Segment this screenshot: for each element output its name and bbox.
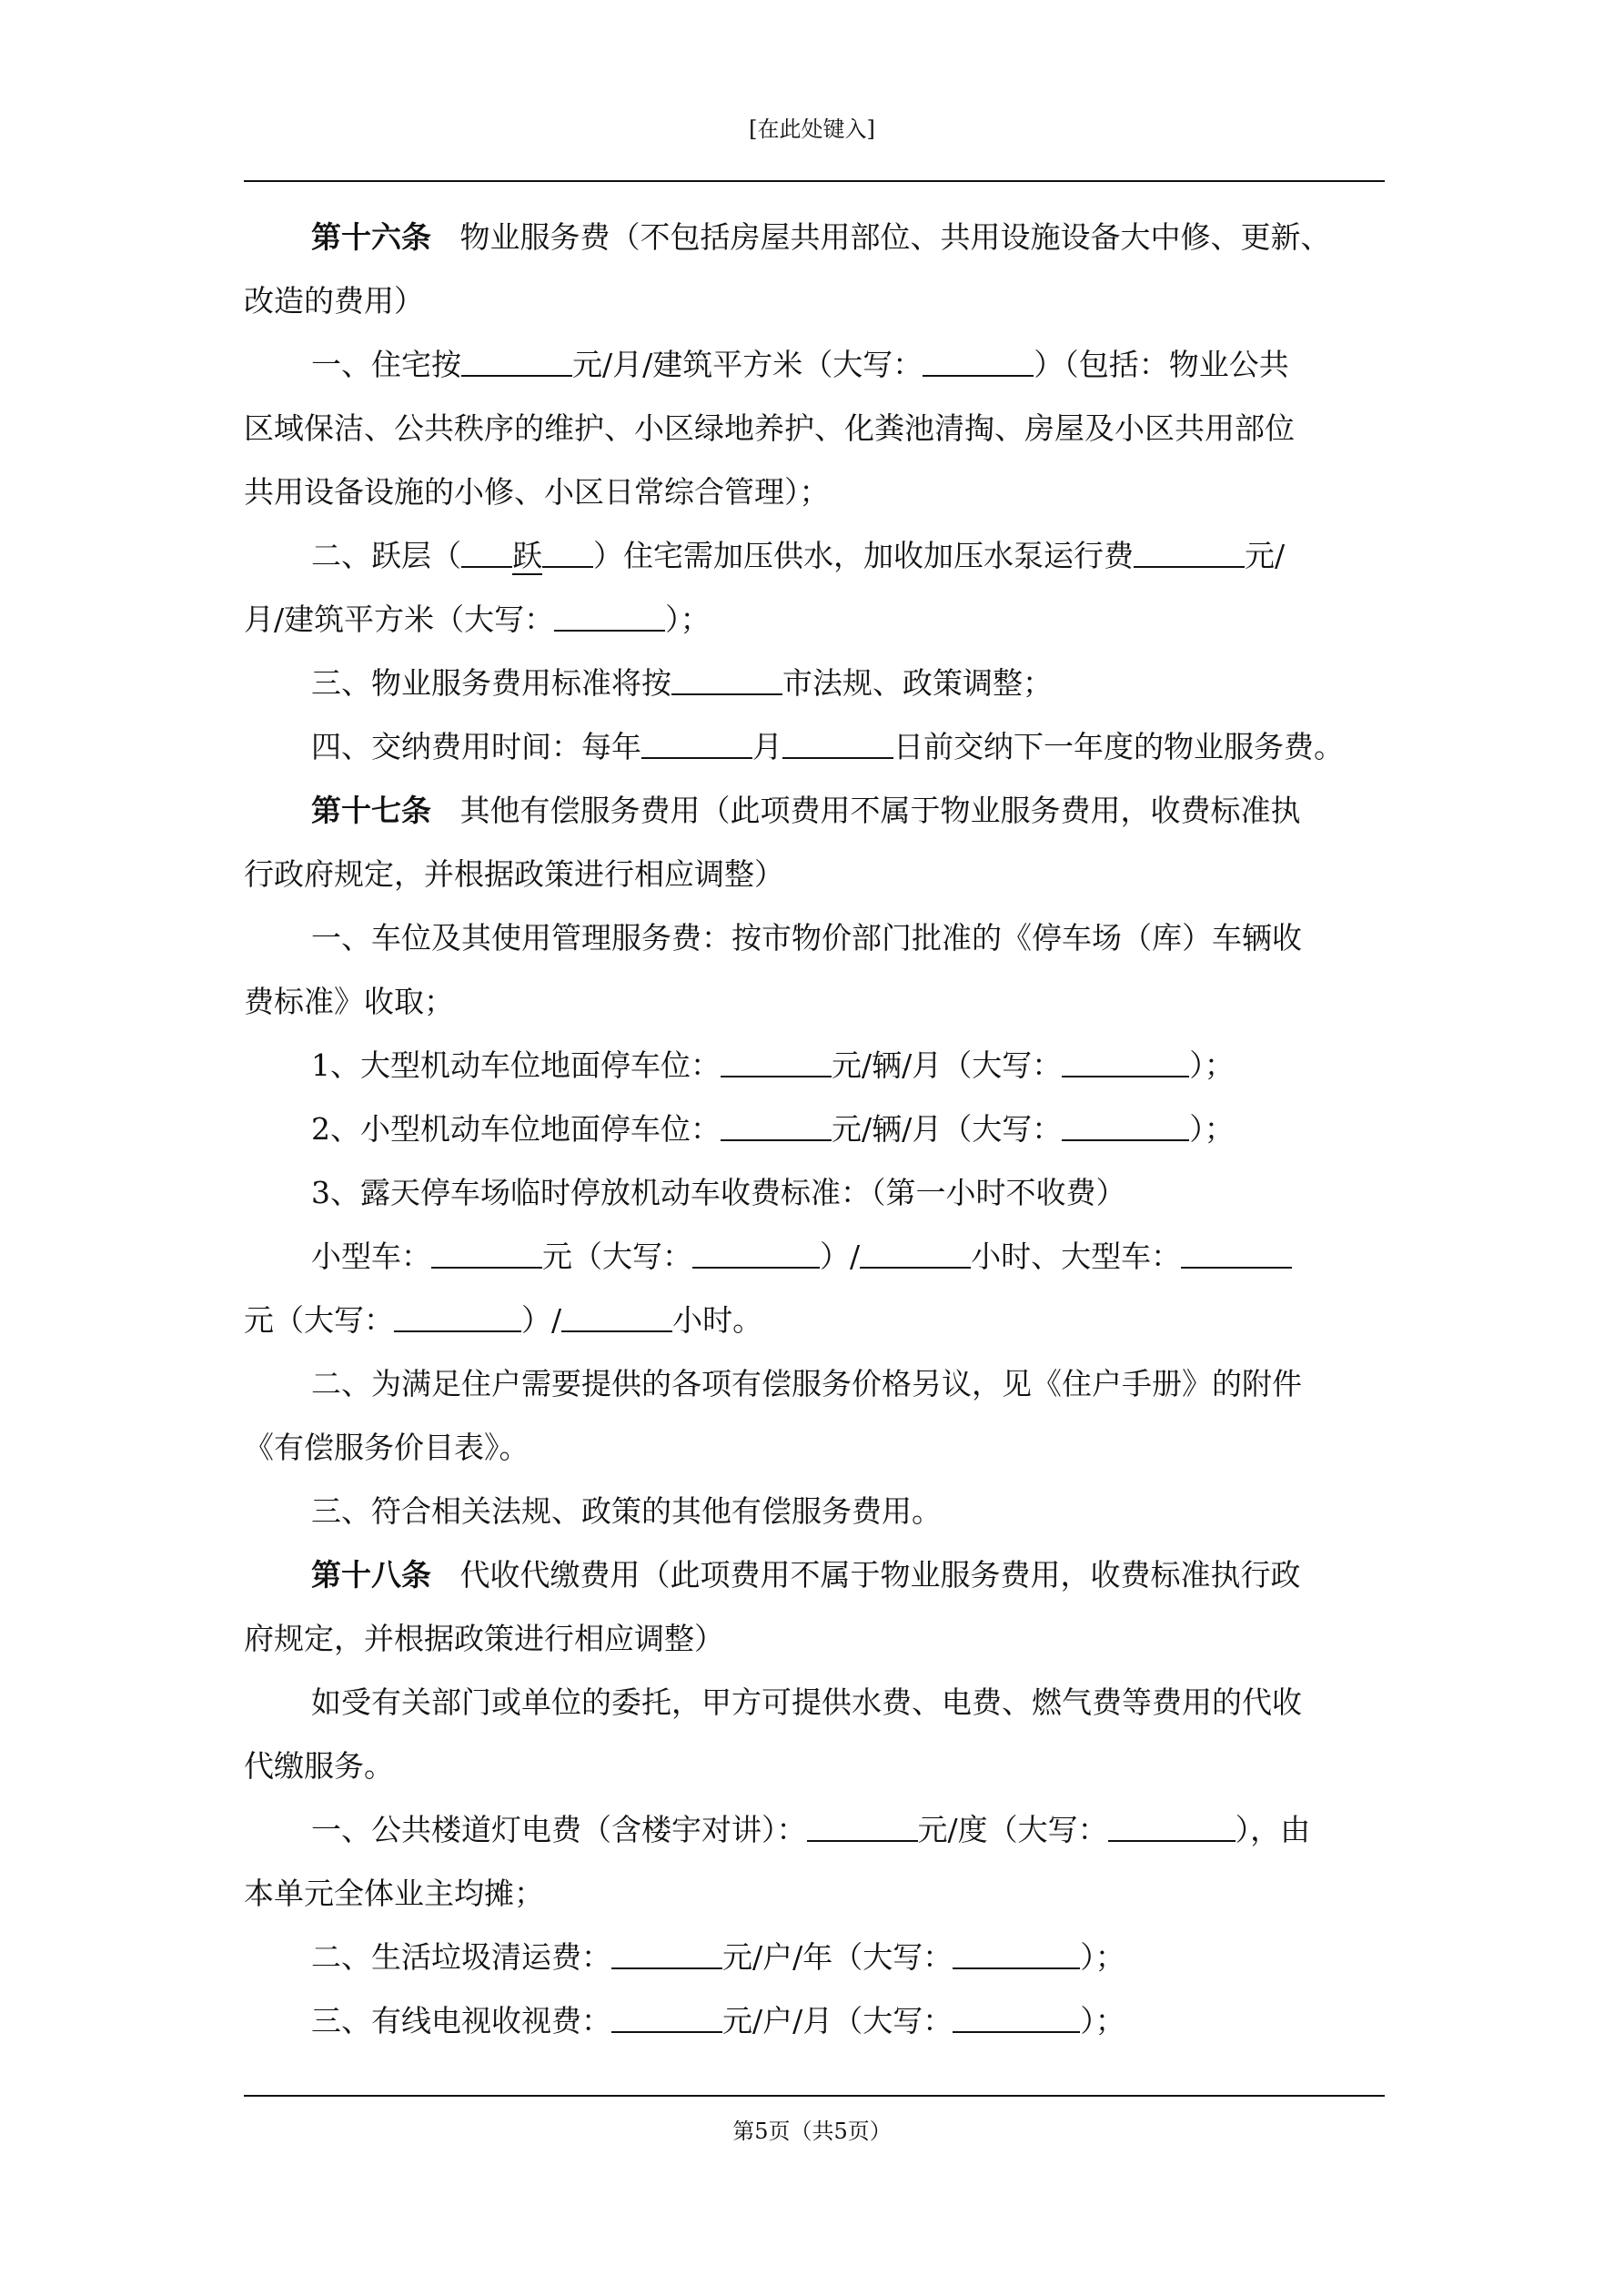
article-18-item-1-cont: 本单元全体业主均摊； bbox=[244, 1876, 544, 1911]
article-17-heading bbox=[244, 779, 1385, 843]
article-17-sub-1 bbox=[244, 1034, 1385, 1097]
article-17-desc-line2: 行政府规定，并根据政策进行相应调整） bbox=[244, 856, 784, 892]
blank-field[interactable] bbox=[641, 730, 752, 759]
blank-field[interactable] bbox=[561, 1303, 672, 1332]
text-span: ），由 bbox=[1235, 1812, 1311, 1847]
blank-field[interactable] bbox=[611, 2004, 722, 2033]
text-span: 月 bbox=[752, 729, 782, 764]
text-span: 小时、大型车： bbox=[971, 1239, 1182, 1274]
text-span: 二、跃层（ bbox=[311, 538, 461, 573]
text-span: 元/辆/月（大写： bbox=[832, 1047, 1063, 1083]
article-17-item-1-cont: 费标准》收取； bbox=[244, 984, 454, 1019]
blank-field[interactable] bbox=[953, 2004, 1080, 2033]
blank-field[interactable] bbox=[394, 1303, 521, 1332]
text-span: 跃 bbox=[512, 538, 542, 573]
blank-field[interactable] bbox=[554, 602, 665, 632]
text-span: 月/建筑平方米（大写： bbox=[244, 602, 555, 637]
text-span: 元/户/年（大写： bbox=[722, 1939, 953, 1975]
article-17-sub-3: 3、露天停车场临时停放机动车收费标准：（第一小时不收费） bbox=[311, 1175, 1126, 1210]
article-18-desc-line2: 府规定，并根据政策进行相应调整） bbox=[244, 1621, 724, 1656]
article-17-desc-line1: 其他有偿服务费用（此项费用不属于物业服务费用，收费标准执 bbox=[459, 793, 1301, 828]
article-17-item-2: 二、为满足住户需要提供的各项有偿服务价格另议，见《住户手册》的附件 bbox=[311, 1366, 1302, 1401]
text-span: 一、住宅按 bbox=[311, 347, 461, 382]
text-span: 四、交纳费用时间：每年 bbox=[311, 729, 641, 764]
text-span: 元/户/月（大写： bbox=[722, 2003, 953, 2038]
article-16-desc-line1: 物业服务费（不包括房屋共用部位、共用设施设备大中修、更新、 bbox=[459, 219, 1331, 255]
article-17-title: 第十七条 bbox=[311, 793, 431, 828]
blank-field[interactable] bbox=[461, 539, 512, 568]
article-16-item-3 bbox=[244, 652, 1385, 715]
document-body bbox=[244, 206, 1385, 2053]
blank-field[interactable] bbox=[611, 1940, 722, 1969]
article-16-item-1-cont2: 共用设备设施的小修、小区日常综合管理）； bbox=[244, 474, 830, 510]
blank-field[interactable] bbox=[923, 348, 1034, 377]
page-header: [在此处键入] bbox=[749, 116, 875, 142]
article-17-sub-3-rates-cont bbox=[244, 1289, 1385, 1352]
blank-field[interactable] bbox=[721, 1048, 832, 1077]
article-17-sub-3-rates bbox=[244, 1225, 1385, 1289]
article-16-item-1-cont1: 区域保洁、公共秩序的维护、小区绿地养护、化粪池清掏、房屋及小区共用部位 bbox=[244, 410, 1295, 446]
text-span: ）/ bbox=[820, 1239, 861, 1274]
article-18-para-1-cont: 代缴服务。 bbox=[244, 1748, 394, 1784]
text-span: 元/度（大写： bbox=[917, 1812, 1108, 1847]
text-span: ）； bbox=[1080, 2003, 1125, 2038]
blank-field[interactable] bbox=[1181, 1239, 1292, 1269]
text-span: ）； bbox=[1080, 1939, 1125, 1975]
article-18-para-1: 如受有关部门或单位的委托，甲方可提供水费、电费、燃气费等费用的代收 bbox=[311, 1684, 1302, 1720]
article-18-desc-line1: 代收代缴费用（此项费用不属于物业服务费用，收费标准执行政 bbox=[459, 1557, 1301, 1593]
text-span: ）； bbox=[1189, 1111, 1235, 1147]
blank-field[interactable] bbox=[1108, 1813, 1236, 1842]
text-span: 市法规、政策调整； bbox=[782, 665, 1053, 701]
blank-field[interactable] bbox=[1134, 539, 1245, 568]
text-span: 小时。 bbox=[672, 1302, 763, 1338]
blank-field[interactable] bbox=[671, 666, 782, 695]
text-span: ）（包括：物业公共 bbox=[1034, 347, 1289, 382]
article-16-item-2 bbox=[244, 524, 1385, 588]
article-16-item-4 bbox=[244, 715, 1385, 779]
text-span: 小型车： bbox=[311, 1239, 431, 1274]
text-span: 元/ bbox=[1245, 538, 1286, 573]
blank-field[interactable] bbox=[461, 348, 572, 377]
article-18-item-1 bbox=[244, 1798, 1385, 1862]
text-span: 1、大型机动车位地面停车位： bbox=[311, 1047, 721, 1083]
text-span: 元/月/建筑平方米（大写： bbox=[572, 347, 923, 382]
text-span: 元/辆/月（大写： bbox=[832, 1111, 1063, 1147]
blank-field[interactable] bbox=[782, 730, 893, 759]
text-span: 二、生活垃圾清运费： bbox=[311, 1939, 611, 1975]
text-span: 三、有线电视收视费： bbox=[311, 2003, 611, 2038]
article-16-item-1 bbox=[244, 333, 1385, 397]
text-span: 元（大写： bbox=[542, 1239, 692, 1274]
blank-field[interactable] bbox=[431, 1239, 542, 1269]
article-16-title: 第十六条 bbox=[311, 219, 431, 255]
text-span: 日前交纳下一年度的物业服务费。 bbox=[893, 729, 1344, 764]
blank-field[interactable] bbox=[953, 1940, 1080, 1969]
header-divider bbox=[244, 180, 1385, 182]
text-span: 一、公共楼道灯电费（含楼宇对讲）： bbox=[311, 1812, 807, 1847]
text-span: ）； bbox=[1189, 1047, 1235, 1083]
blank-field[interactable] bbox=[692, 1239, 820, 1269]
blank-field[interactable] bbox=[1062, 1048, 1189, 1077]
blank-field[interactable] bbox=[807, 1813, 918, 1842]
text-span: ）/ bbox=[521, 1302, 562, 1338]
article-16-heading bbox=[244, 206, 1385, 269]
text-span: ）住宅需加压供水，加收加压水泵运行费 bbox=[593, 538, 1134, 573]
text-span: 元（大写： bbox=[244, 1302, 394, 1338]
article-16-desc-line2: 改造的费用） bbox=[244, 283, 424, 319]
footer-divider bbox=[244, 2095, 1385, 2097]
article-17-item-3: 三、符合相关法规、政策的其他有偿服务费用。 bbox=[311, 1493, 942, 1529]
text-span: ）； bbox=[665, 602, 711, 637]
article-18-title: 第十八条 bbox=[311, 1557, 431, 1593]
page-footer: 第5页（共5页） bbox=[732, 2119, 892, 2144]
blank-field[interactable] bbox=[860, 1239, 971, 1269]
blank-field[interactable] bbox=[1062, 1112, 1189, 1141]
article-17-sub-2 bbox=[244, 1097, 1385, 1161]
text-span: 2、小型机动车位地面停车位： bbox=[311, 1111, 721, 1147]
blank-field[interactable] bbox=[721, 1112, 832, 1141]
article-18-item-3 bbox=[244, 1989, 1385, 2053]
text-span: 三、物业服务费用标准将按 bbox=[311, 665, 671, 701]
blank-field[interactable] bbox=[542, 539, 593, 568]
article-17-item-2-cont: 《有偿服务价目表》。 bbox=[244, 1430, 530, 1465]
article-18-heading bbox=[244, 1543, 1385, 1607]
article-17-item-1: 一、车位及其使用管理服务费：按市物价部门批准的《停车场（库）车辆收 bbox=[311, 920, 1302, 956]
article-16-item-2-cont bbox=[244, 588, 1385, 652]
article-18-item-2 bbox=[244, 1926, 1385, 1989]
